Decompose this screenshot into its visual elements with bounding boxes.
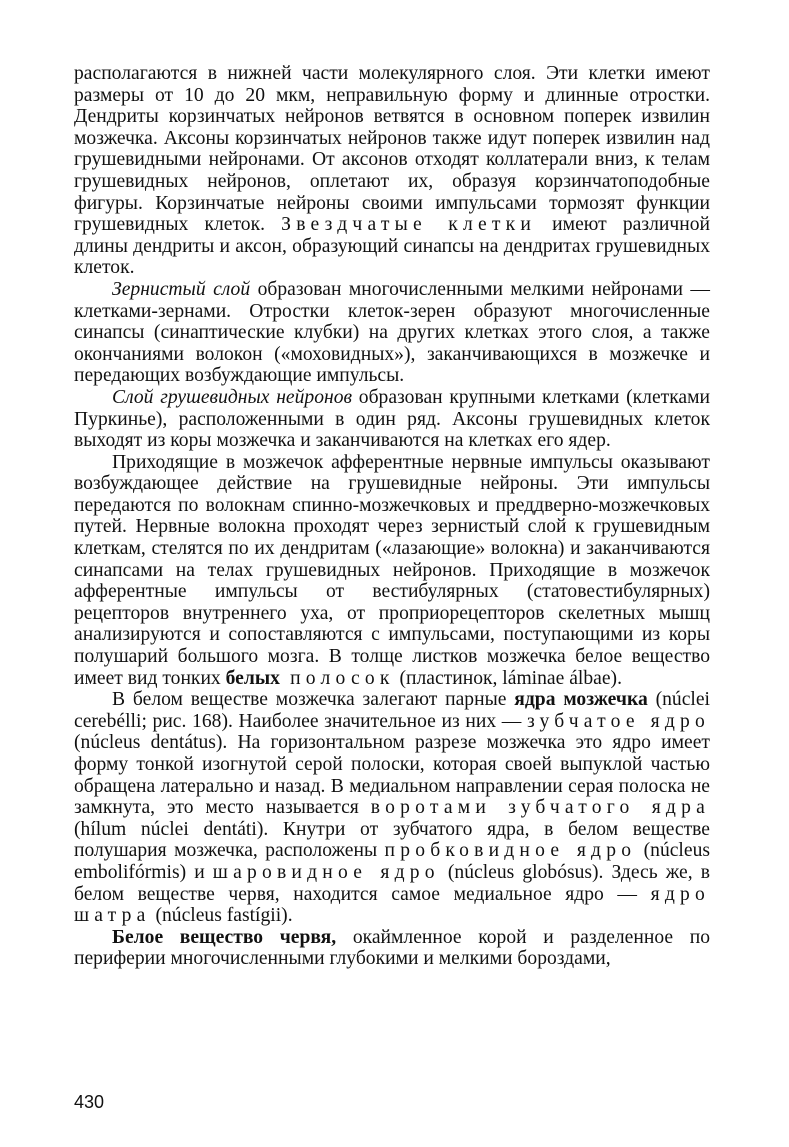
italic-term-purkinje-layer: Слой грушевидных нейронов <box>112 386 353 408</box>
spaced-term-globose-nucleus: шаровидное ядро <box>212 861 440 883</box>
text-run: (núclei cerebélli; рис. 168). Наиболее значительное из них — <box>74 689 710 732</box>
text-run: образован крупными клетками (клетками Пуркинье), расположенными в один ряд. Аксоны грушевидных клеток выходят из коры мозжечка и заканчиваются на клетках его ядер. <box>74 386 711 452</box>
bold-term-white: белых <box>225 667 280 689</box>
spaced-term-dentate-nucleus: зубчатое ядро <box>527 710 711 732</box>
text-run: (núcleus fastígii). <box>150 905 293 927</box>
text-run: (пластинок, láminae álbae). <box>394 667 622 689</box>
text-run: окаймленное корой и разделенное по периферии многочисленными глубокими и мелкими бороздами, <box>74 926 710 970</box>
bold-term-cerebellar-nuclei: ядра мозжечка <box>514 689 648 711</box>
spaced-term-dentate-hilum: воротами зубчатого ядра <box>370 797 710 819</box>
paragraph-cerebellar-nuclei <box>74 689 710 927</box>
spaced-term-emboliform-nucleus: пробковидное ядро <box>384 840 637 862</box>
paragraph-purkinje-layer <box>74 387 710 452</box>
text-run: имеют различной длины дендриты и аксон, образующий синапсы на дендритах грушевидных клеток. <box>74 214 710 279</box>
page-body <box>74 63 710 970</box>
text-run: В белом веществе мозжечка залегают парные <box>112 689 515 711</box>
text-run: располагаются в нижней части молекулярного слоя. Эти клетки имеют размеры от 10 до 20 мкм, неправильную форму и длинные отростки. Дендриты корзинчатых нейронов ветвятся в основном поперек извилин мозжечка. Аксоны корзинчатых нейронов также идут поперек извилин над грушевидными нейронами. От аксонов отходят коллатерали вниз, к телам грушевидных нейронов, оплетают их, образуя корзинчатоподобные фигуры. Корзинчатые нейроны своими импульсами тормозят функции грушевидных клеток. <box>74 63 710 236</box>
text-run: (núcleus embolifórmis) и <box>74 840 710 883</box>
spaced-term-stellate-cells: Звездчатые клетки <box>281 214 537 236</box>
bold-term-vermis-white-matter: Белое вещество червя, <box>112 926 337 948</box>
paragraph-basket-cells <box>74 63 710 279</box>
paragraph-vermis-white-matter <box>74 927 710 970</box>
text-run: Приходящие в мозжечок афферентные нервные импульсы оказывают возбуждающее действие на грушевидные нейроны. Эти импульсы передаются по волокнам спинно-мозжечковых и преддверно-мозжечковых путей. Нервные волокна проходят через зернистый слой к грушевидным клеткам, стелятся по их дендритам («лазающие» волокна) и заканчиваются синапсами на телах грушевидных нейронов. Приходящие в мозжечок афферентные импульсы от вестибулярных (статовестибулярных) рецепторов внутреннего уха, от проприорецепторов скелетных мышц анализируются и сопоставляются с импульсами, поступающими из коры полушарий большого мозга. В толще листков мозжечка белое вещество имеет вид тонких <box>74 451 710 689</box>
spaced-term-stripes: полосок <box>279 667 395 689</box>
text-run: (hílum núclei dentáti). Кнутри от зубчатого ядра, в белом веществе полушария мозжечка, расположены <box>74 818 710 862</box>
paragraph-granular-layer <box>74 279 710 387</box>
page-number: 430 <box>74 1092 105 1112</box>
text-run: (núcleus globósus). Здесь же, в белом веществе червя, находится самое медиальное ядро — <box>74 861 710 905</box>
italic-term-granular-layer: Зернистый слой <box>112 278 251 300</box>
paragraph-afferent-impulses <box>74 452 710 690</box>
text-run: (núcleus dentátus). На горизонтальном разрезе мозжечка это ядро имеет форму тонкой изогнутой серой полоски, которая своей выпуклой частью обращена латерально и назад. В медиальном направлении серая полоска не замкнута, это место называется <box>74 732 710 819</box>
spaced-term-fastigial-nucleus: ядро шатра <box>74 883 710 927</box>
text-run: образован многочисленными мелкими нейронами — клетками-зернами. Отростки клеток-зерен образуют многочисленные синапсы (синаптические клубки) на других клетках этого слоя, а также окончаниями волокон («моховидных»), заканчивающихся в мозжечке и передающих возбуждающие импульсы. <box>74 278 710 387</box>
